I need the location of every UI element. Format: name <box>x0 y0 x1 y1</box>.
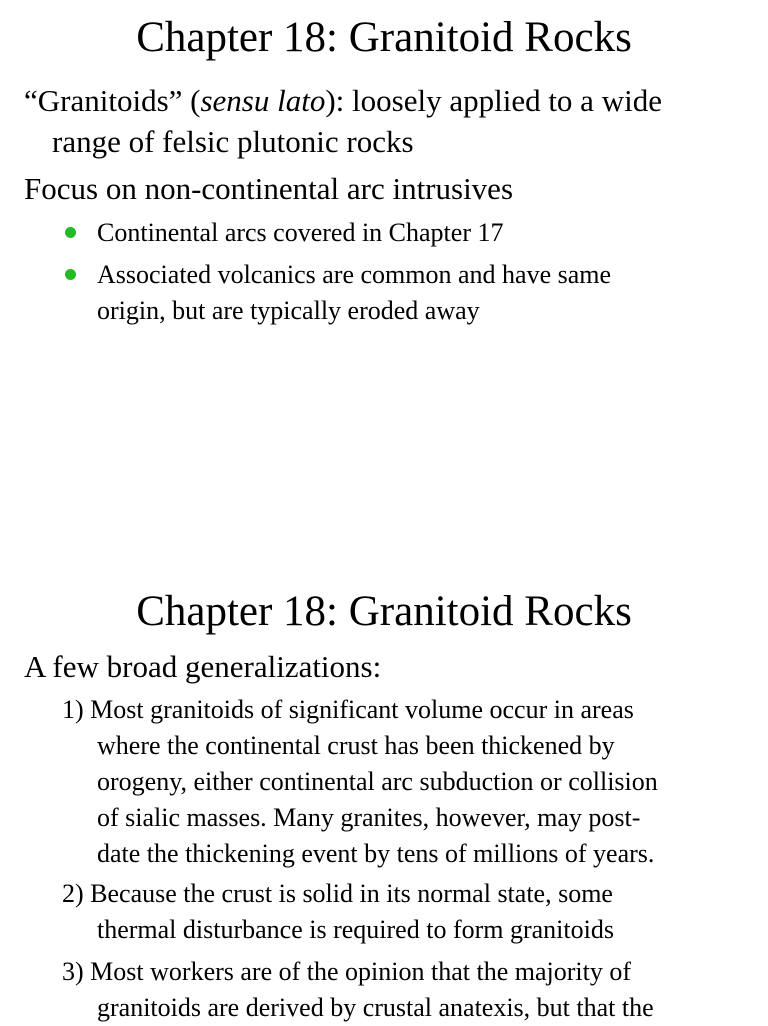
numbered-item-1 <box>62 692 768 872</box>
bullet-dot-icon <box>65 269 76 280</box>
item-line: orogeny, either continental arc subduction or collision <box>97 767 658 796</box>
item-line: Most workers are of the opinion that the majority of <box>90 957 631 986</box>
definition-line1-rest: ): loosely applied to a wide <box>325 83 662 118</box>
slide-2 <box>0 580 768 1024</box>
bullet-line: Associated volcanics are common and have same <box>97 260 612 289</box>
item-number: 2) <box>62 879 84 908</box>
sensu-lato-italic: sensu lato <box>200 83 326 118</box>
numbered-item-2 <box>62 876 768 948</box>
item-line: date the thickening event by tens of millions of years. <box>97 839 655 868</box>
bullet-text <box>97 257 747 329</box>
bullet-line: origin, but are typically eroded away <box>97 296 480 325</box>
focus-statement: Focus on non-continental arc intrusives <box>24 171 514 206</box>
item-number: 3) <box>62 957 84 986</box>
item-number: 1) <box>62 695 84 724</box>
slide-title: Chapter 18: Granitoid Rocks <box>136 588 632 635</box>
item-line: of sialic masses. Many granites, however, may post- <box>97 803 641 832</box>
item-line: where the continental crust has been thickened by <box>97 731 615 760</box>
bullet-dot-icon <box>65 227 76 238</box>
item-line: Because the crust is solid in its normal state, some <box>90 879 613 908</box>
bullet-text <box>97 215 747 251</box>
bullet-line: Continental arcs covered in Chapter 17 <box>97 218 504 247</box>
item-line: Most granitoids of significant volume occur in areas <box>90 695 634 724</box>
item-line: granitoids are derived by crustal anatexis, but that the <box>97 993 654 1022</box>
item-line: thermal disturbance is required to form granitoids <box>97 915 614 944</box>
numbered-item-3 <box>62 954 768 1026</box>
granitoids-definition <box>24 80 768 162</box>
paren-open: ( <box>182 83 201 118</box>
granitoids-term: “Granitoids” <box>24 83 183 118</box>
generalizations-intro: A few broad generalizations: <box>24 649 382 684</box>
slide-title: Chapter 18: Granitoid Rocks <box>136 14 632 61</box>
definition-line2: range of felsic plutonic rocks <box>52 124 414 159</box>
